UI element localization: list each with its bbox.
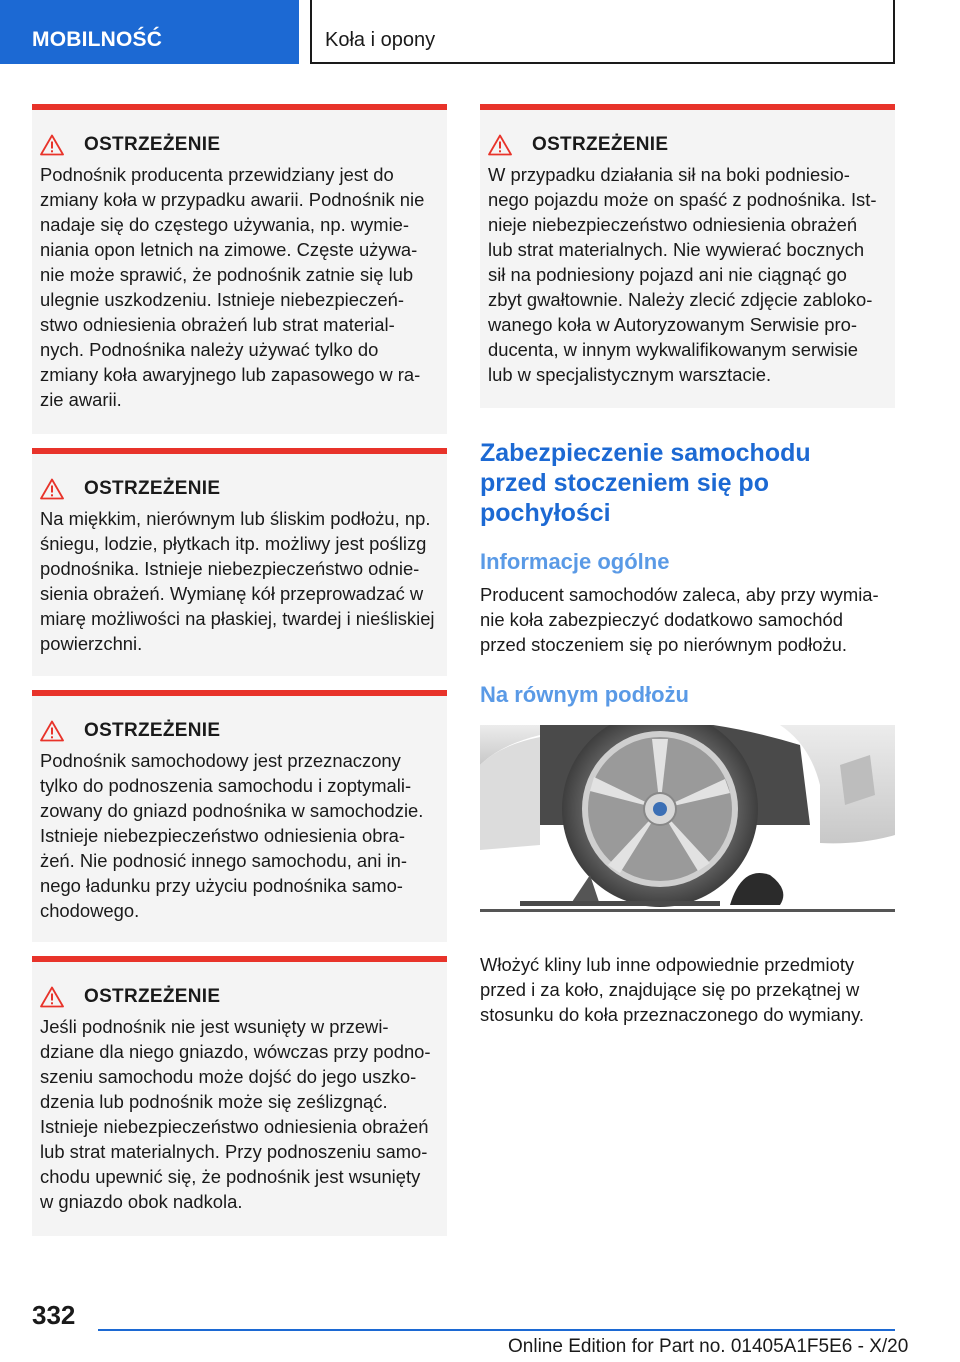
subheading-general: Informacje ogólne	[480, 549, 670, 574]
warning-triangle-icon	[40, 720, 64, 742]
left-column	[32, 104, 447, 1250]
footer-edition: Online Edition for Part no. 01405A1F5E6 - X/20	[508, 1336, 909, 1357]
warning-triangle-icon	[40, 478, 64, 500]
warning-text: Na miękkim, nierównym lub śliskim podłożu, np. śniegu, lodzie, płytkach itp. możliwy jest poślizg podnośnika. Istnieje niebezpieczeństwo odnie- sienia obrażeń. Wymianę kół przeprowadzać w miarę możliwości na płaskiej, twardej i nieśliskiej powierzchni.	[40, 508, 435, 654]
right-column	[480, 104, 895, 1027]
warning-title: OSTRZEŻENIE	[84, 134, 221, 155]
warning-box	[32, 104, 447, 434]
warning-title: OSTRZEŻENIE	[532, 134, 669, 155]
chapter-title: Koła i opony	[311, 0, 895, 64]
warning-triangle-icon	[488, 134, 512, 156]
chock-instruction-text: Włożyć kliny lub inne odpowiednie przedmioty przed i za koło, znajdujące się po przekątnej w stosunku do koła przeznaczonego do wymiany.	[480, 954, 865, 1025]
warning-box	[32, 448, 447, 676]
warning-triangle-icon	[40, 134, 64, 156]
subheading-level-ground: Na równym podłożu	[480, 682, 689, 707]
section-heading: Zabezpieczenie samochodu przed stoczeniem się po pochyłości	[480, 439, 811, 527]
page-number: 332	[32, 1300, 76, 1330]
warning-text: W przypadku działania sił na boki podniesio- nego pojazdu może on spaść z podnośnika. Ist- nieje niebezpieczeństwo odniesienia obrażeń lub strat materialnych. Nie wywierać bocznych sił na podniesiony pojazd ani nie ciągnąć go zbyt gwałtownie. Należy zlecić zdjęcie zabloko- wanego koła w Autoryzowanym Serwisie pro- ducenta, w innym wykwalifikowanym serwisie lub w specjalistycznym warsztacie.	[488, 164, 877, 385]
warning-text: Podnośnik producenta przewidziany jest do zmiany koła w przypadku awarii. Podnośnik nie nadaje się do częstego używania, np. wymie- niania opon letnich na zimowe. Częste używa- nie może sprawić, że podnośnik zatnie się lub ulegnie uszkodzeniu. Istnieje niebezpieczeń- stwo odniesienia obrażeń lub strat material- nych. Podnośnika należy używać tylko do zmiany koła awaryjnego lub zapasowego w ra- zie awarii.	[40, 164, 425, 410]
warning-box	[480, 104, 895, 408]
section-tab: MOBILNOŚĆ	[0, 0, 299, 64]
warning-title: OSTRZEŻENIE	[84, 478, 221, 499]
warning-text: Jeśli podnośnik nie jest wsunięty w przewi- dziane dla niego gniazdo, wówczas przy podno- szeniu samochodu może dojść do jego uszko- dzenia lub podnośnik może się ześlizgnąć. Istnieje niebezpieczeństwo odniesienia obrażeń lub strat materialnych. Przy podnoszeniu samo- chodu upewnić się, że podnośnik jest wsunięty w gniazdo obok nadkola.	[40, 1016, 431, 1212]
footer-rule	[98, 1329, 895, 1331]
warning-title: OSTRZEŻENIE	[84, 720, 221, 741]
warning-text: Podnośnik samochodowy jest przeznaczony tylko do podnoszenia samochodu i zoptymali- zowany do gniazd podnośnika w samochodzie. Istnieje niebezpieczeństwo odniesienia obra- żeń. Nie podnosić innego samochodu, ani in- nego ładunku przy użyciu podnośnika samo- chodowego.	[40, 750, 424, 921]
warning-box	[32, 956, 447, 1236]
warning-triangle-icon	[40, 986, 64, 1008]
warning-box	[32, 690, 447, 942]
general-info-text: Producent samochodów zaleca, aby przy wymia- nie koła zabezpieczyć dodatkowo samochód przed stoczeniem się po nierównym podłożu.	[480, 584, 879, 655]
car-wheel-image	[480, 725, 895, 909]
warning-title: OSTRZEŻENIE	[84, 986, 221, 1007]
wheel-chock-illustration	[480, 725, 895, 912]
